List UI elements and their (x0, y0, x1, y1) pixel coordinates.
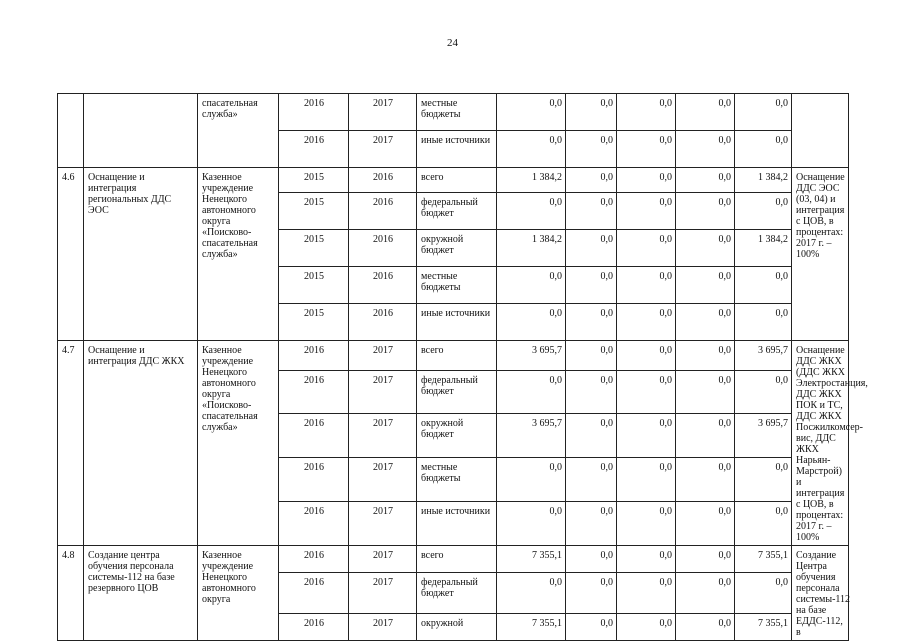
value-5: 0,0 (735, 267, 792, 304)
item-number: 4.6 (58, 168, 84, 341)
value-2: 0,0 (566, 193, 617, 230)
start-year: 2016 (279, 414, 349, 458)
value-4: 0,0 (676, 414, 735, 458)
item-number: 4.7 (58, 341, 84, 546)
start-year: 2016 (279, 613, 349, 640)
value-2: 0,0 (566, 546, 617, 573)
start-year: 2015 (279, 230, 349, 267)
value-total: 7 355,1 (497, 546, 566, 573)
funding-source: окружной бюджет (417, 414, 497, 458)
value-3: 0,0 (617, 573, 676, 613)
value-5: 0,0 (735, 131, 792, 168)
value-5: 3 695,7 (735, 341, 792, 371)
funding-source: федеральный бюджет (417, 193, 497, 230)
end-year: 2017 (349, 573, 417, 613)
value-total: 1 384,2 (497, 168, 566, 193)
value-5: 0,0 (735, 193, 792, 230)
start-year: 2015 (279, 304, 349, 341)
value-total: 0,0 (497, 94, 566, 131)
value-total: 0,0 (497, 193, 566, 230)
funding-source: иные источники (417, 131, 497, 168)
value-5: 1 384,2 (735, 168, 792, 193)
value-2: 0,0 (566, 458, 617, 502)
start-year: 2016 (279, 458, 349, 502)
funding-source: иные источники (417, 304, 497, 341)
value-2: 0,0 (566, 414, 617, 458)
end-year: 2016 (349, 267, 417, 304)
funding-source: всего (417, 341, 497, 371)
value-total: 0,0 (497, 267, 566, 304)
end-year: 2017 (349, 341, 417, 371)
start-year: 2016 (279, 546, 349, 573)
funding-source: окружной бюджет (417, 230, 497, 267)
funding-source: федеральный бюджет (417, 573, 497, 613)
value-2: 0,0 (566, 230, 617, 267)
value-3: 0,0 (617, 193, 676, 230)
value-5: 0,0 (735, 94, 792, 131)
value-4: 0,0 (676, 168, 735, 193)
funding-source: местные бюджеты (417, 458, 497, 502)
end-year: 2016 (349, 168, 417, 193)
table-body (58, 94, 868, 641)
table-row (58, 168, 849, 193)
value-3: 0,0 (617, 168, 676, 193)
value-2: 0,0 (566, 94, 617, 131)
value-2: 0,0 (566, 168, 617, 193)
value-3: 0,0 (617, 370, 676, 414)
value-3: 0,0 (617, 304, 676, 341)
table-row (58, 546, 849, 573)
item-executor: спасательная служба» (198, 94, 279, 168)
value-5: 0,0 (735, 304, 792, 341)
item-executor: Казенное учреждение Ненецкого автономного округа (198, 546, 279, 641)
value-5: 3 695,7 (735, 414, 792, 458)
end-year: 2016 (349, 230, 417, 267)
value-3: 0,0 (617, 341, 676, 371)
table-row (58, 94, 849, 131)
item-result: Оснащение ДДС ЖКХ (ДДС ЖКХ Электростанция, ДДС ЖКХ ПОК и ТС, ДДС ЖКХ Посжилкомсер-вис, ДДС ЖКХ Нарьян-Марстрой) и интеграция с ЦОВ, в процентах: 2017 г. – 100% (792, 341, 849, 546)
value-4: 0,0 (676, 267, 735, 304)
end-year: 2016 (349, 304, 417, 341)
value-3: 0,0 (617, 94, 676, 131)
end-year: 2017 (349, 131, 417, 168)
value-4: 0,0 (676, 370, 735, 414)
value-5: 1 384,2 (735, 230, 792, 267)
value-2: 0,0 (566, 267, 617, 304)
funding-source: иные источники (417, 502, 497, 546)
funding-source: окружной (417, 613, 497, 640)
program-table (57, 93, 868, 641)
value-5: 0,0 (735, 458, 792, 502)
value-2: 0,0 (566, 613, 617, 640)
item-result (792, 94, 849, 168)
value-2: 0,0 (566, 370, 617, 414)
value-4: 0,0 (676, 546, 735, 573)
start-year: 2016 (279, 370, 349, 414)
end-year: 2017 (349, 94, 417, 131)
value-3: 0,0 (617, 458, 676, 502)
item-executor: Казенное учреждение Ненецкого автономного округа «Поисково-спасательная служба» (198, 341, 279, 546)
start-year: 2015 (279, 168, 349, 193)
start-year: 2015 (279, 267, 349, 304)
end-year: 2017 (349, 370, 417, 414)
value-2: 0,0 (566, 573, 617, 613)
value-4: 0,0 (676, 131, 735, 168)
start-year: 2016 (279, 573, 349, 613)
item-name (84, 94, 198, 168)
value-3: 0,0 (617, 414, 676, 458)
value-total: 0,0 (497, 573, 566, 613)
end-year: 2017 (349, 502, 417, 546)
funding-source: федеральный бюджет (417, 370, 497, 414)
value-3: 0,0 (617, 230, 676, 267)
value-total: 0,0 (497, 458, 566, 502)
value-4: 0,0 (676, 341, 735, 371)
item-executor: Казенное учреждение Ненецкого автономного округа «Поисково-спасательная служба» (198, 168, 279, 341)
page-number: 24 (447, 37, 458, 49)
funding-source: всего (417, 168, 497, 193)
value-4: 0,0 (676, 458, 735, 502)
value-5: 0,0 (735, 370, 792, 414)
value-4: 0,0 (676, 613, 735, 640)
value-total: 3 695,7 (497, 414, 566, 458)
item-name: Оснащение и интеграция региональных ДДС ЭОС (84, 168, 198, 341)
funding-source: местные бюджеты (417, 94, 497, 131)
start-year: 2015 (279, 193, 349, 230)
item-result: Оснащение ДДС ЭОС (03, 04) и интеграция с ЦОВ, в процентах: 2017 г. – 100% (792, 168, 849, 341)
value-total: 0,0 (497, 502, 566, 546)
end-year: 2017 (349, 414, 417, 458)
end-year: 2017 (349, 546, 417, 573)
value-4: 0,0 (676, 573, 735, 613)
end-year: 2017 (349, 458, 417, 502)
item-name: Создание центра обучения персонала системы-112 на базе резервного ЦОВ (84, 546, 198, 641)
start-year: 2016 (279, 131, 349, 168)
value-4: 0,0 (676, 94, 735, 131)
value-total: 0,0 (497, 131, 566, 168)
end-year: 2016 (349, 193, 417, 230)
item-number: 4.8 (58, 546, 84, 641)
value-2: 0,0 (566, 341, 617, 371)
value-total: 1 384,2 (497, 230, 566, 267)
value-2: 0,0 (566, 131, 617, 168)
value-4: 0,0 (676, 502, 735, 546)
value-3: 0,0 (617, 131, 676, 168)
table-row (58, 341, 849, 371)
end-year: 2017 (349, 613, 417, 640)
value-5: 7 355,1 (735, 613, 792, 640)
value-3: 0,0 (617, 613, 676, 640)
item-number (58, 94, 84, 168)
value-5: 7 355,1 (735, 546, 792, 573)
value-4: 0,0 (676, 193, 735, 230)
item-name: Оснащение и интеграция ДДС ЖКХ (84, 341, 198, 546)
item-result: Создание Центра обучения персонала системы-112 на базе ЕДДС-112, в (792, 546, 849, 641)
start-year: 2016 (279, 502, 349, 546)
value-3: 0,0 (617, 267, 676, 304)
value-2: 0,0 (566, 304, 617, 341)
value-3: 0,0 (617, 502, 676, 546)
funding-source: всего (417, 546, 497, 573)
value-total: 7 355,1 (497, 613, 566, 640)
value-3: 0,0 (617, 546, 676, 573)
value-5: 0,0 (735, 573, 792, 613)
value-2: 0,0 (566, 502, 617, 546)
value-4: 0,0 (676, 304, 735, 341)
value-total: 0,0 (497, 370, 566, 414)
value-total: 0,0 (497, 304, 566, 341)
start-year: 2016 (279, 94, 349, 131)
value-5: 0,0 (735, 502, 792, 546)
funding-source: местные бюджеты (417, 267, 497, 304)
start-year: 2016 (279, 341, 349, 371)
value-4: 0,0 (676, 230, 735, 267)
value-total: 3 695,7 (497, 341, 566, 371)
